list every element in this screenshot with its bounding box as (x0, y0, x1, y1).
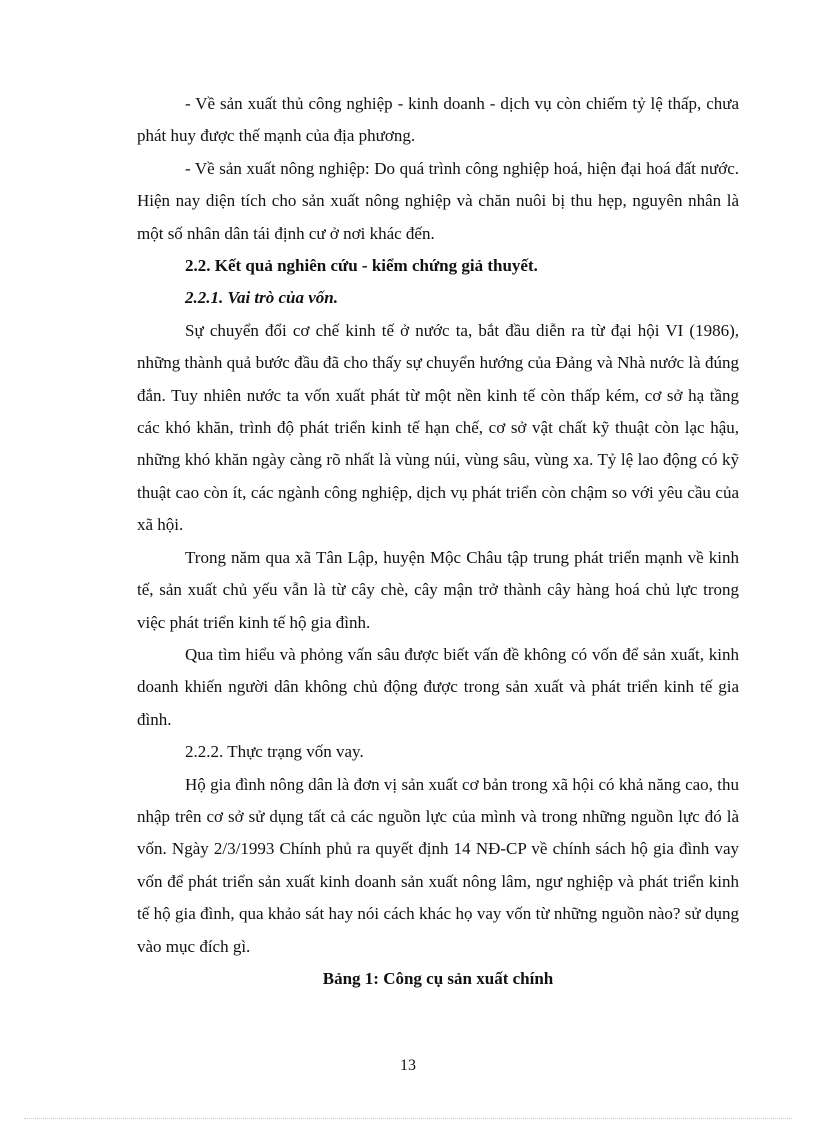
paragraph-tan-lap: Trong năm qua xã Tân Lập, huyện Mộc Châu tập trung phát triển mạnh về kinh tế, sản xuất chủ yếu vẫn là từ cây chè, cây mận trở thành cây hàng hoá chủ lực trong việc phát triển kinh tế hộ gia đình. (137, 547, 739, 632)
paragraph-agriculture: - Về sản xuất nông nghiệp: Do quá trình công nghiệp hoá, hiện đại hoá đất nước. Hiện nay diện tích cho sản xuất nông nghiệp và chăn nuôi bị thu hẹp, nguyên nhân là một số nhân dân tái định cư ở nơi khác đến. (137, 158, 739, 243)
paragraph-economic-transition: Sự chuyển đổi cơ chế kinh tế ở nước ta, bắt đầu diễn ra từ đại hội VI (1986), những thành quả bước đầu đã cho thấy sự chuyển hướng của Đảng và Nhà nước là đúng đắn. Tuy nhiên nước ta vốn xuất phát từ một nền kinh tế còn thấp kém, cơ sở hạ tầng các khó khăn, trình độ phát triển kinh tế hạn chế, cơ sở vật chất kỹ thuật còn lạc hậu, những khó khăn ngày càng rõ nhất là vùng núi, vùng sâu, vùng xa. Tỷ lệ lao động có kỹ thuật cao còn ít, các ngành công nghiệp, dịch vụ phát triển còn chậm so với yêu cầu của xã hội. (137, 320, 739, 535)
subsection-heading-2-2-1: 2.2.1. Vai trò của vốn. (185, 288, 339, 308)
paragraph-handicraft: - Về sản xuất thủ công nghiệp - kinh doanh - dịch vụ còn chiếm tỷ lệ thấp, chưa phát huy được thế mạnh của địa phương. (137, 94, 739, 146)
bottom-divider (24, 1118, 792, 1119)
page-body (137, 88, 739, 995)
section-heading-2-2: 2.2. Kết quả nghiên cứu - kiểm chứng giả thuyết. (185, 256, 538, 276)
page-number: 13 (400, 1057, 416, 1074)
table-caption: Bảng 1: Công cụ sản xuất chính (322, 968, 554, 988)
subsection-heading-2-2-2: 2.2.2. Thực trạng vốn vay. (185, 742, 364, 762)
paragraph-loans: Hộ gia đình nông dân là đơn vị sản xuất cơ bản trong xã hội có khả năng cao, thu nhập trên cơ sở sử dụng tất cả các nguồn lực của mình và trong những nguồn lực đó là vốn. Ngày 2/3/1993 Chính phủ ra quyết định 14 NĐ-CP về chính sách hộ gia đình vay vốn để phát triển sản xuất kinh doanh sản xuất nông lâm, ngư nghiệp và phát triển kinh tế hộ gia đình, qua khảo sát hay nói cách khác họ vay vốn từ những nguồn nào? sử dụng vào mục đích gì. (137, 774, 739, 956)
paragraph-interview: Qua tìm hiểu và phỏng vấn sâu được biết vấn đề không có vốn để sản xuất, kinh doanh khiến người dân không chủ động được trong sản xuất và phát triển kinh tế gia đình. (137, 644, 739, 729)
